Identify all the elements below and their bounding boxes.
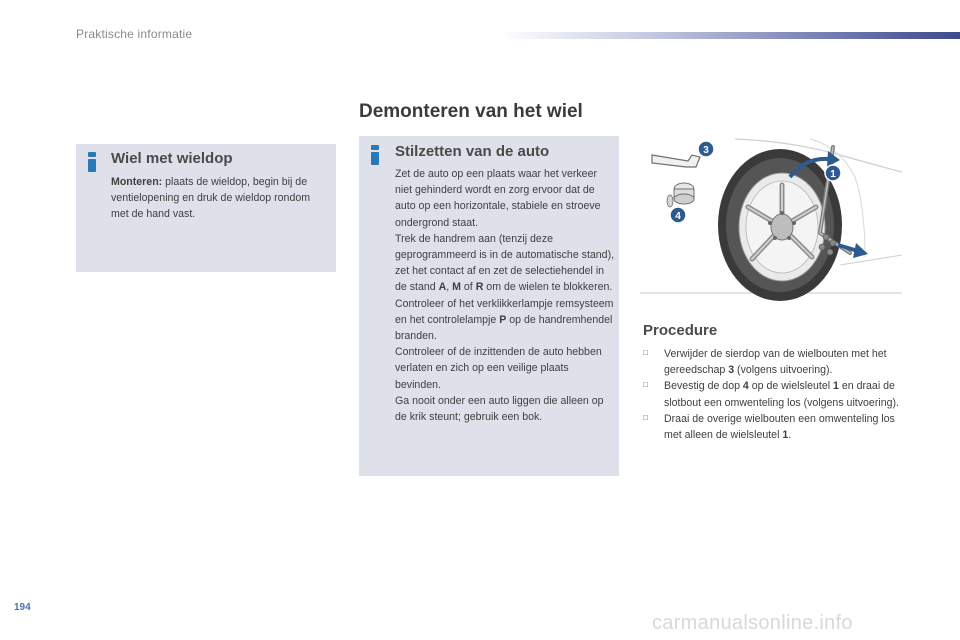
- page-title: Demonteren van het wiel: [359, 101, 583, 122]
- square-bullet-icon: □: [643, 412, 648, 422]
- procedure-step: □ Verwijder de sierdop van de wielbouten met het gereedschap 3 (volgens uitvoering).: [643, 348, 887, 377]
- parking-paragraph-2: Trek de handrem aan (tenzij deze geprogrammeerd is in de automatische stand), zet het contact af en zet de selectiehendel in de stand A, M of R om de wielen te blokkeren.: [395, 232, 615, 294]
- page-number: 194: [14, 602, 31, 613]
- callout-3: [698, 141, 714, 157]
- square-bullet-icon: □: [643, 348, 648, 357]
- parking-text: [395, 166, 616, 425]
- square-bullet-icon: □: [643, 380, 648, 390]
- watermark: carmanualsonline.info: [652, 612, 853, 634]
- svg-text:4: 4: [675, 211, 681, 222]
- svg-text:3: 3: [703, 145, 709, 156]
- wheel-cap-text: [111, 174, 329, 223]
- info-icon: [371, 145, 379, 165]
- parking-heading: Stilzetten van de auto: [395, 143, 550, 160]
- procedure-step: □ Bevestig de dop 4 op de wielsleutel 1 en draai de slotbout een omwenteling los (volgens uitvoering).: [643, 380, 899, 409]
- parking-paragraph-5: Ga nooit onder een auto liggen die alleen op de krik steunt; gebruik een bok.: [395, 394, 604, 424]
- parking-paragraph-4: Controleer of de inzittenden de auto hebben verlaten en zich op een veilige plaats bevinden.: [395, 346, 602, 391]
- parking-paragraph-3: Controleer of het verklikkerlampje remsysteem en het controlelampje P op de handremhendel branden.: [395, 297, 614, 343]
- procedure-steps: [643, 346, 908, 443]
- wheel-cap-instructions: plaats de wieldop, begin bij de ventielopening en druk de wieldop rondom met de hand vast.: [111, 176, 311, 221]
- callout-4: [670, 207, 686, 223]
- callout-1: [825, 165, 841, 181]
- parking-paragraph-1: Zet de auto op een plaats waar het verkeer niet gehinderd wordt en zorg ervoor dat de auto op een horizontale, stabiele en stroeve ondergrond staat.: [395, 168, 601, 229]
- header-gradient-bar: [500, 32, 960, 39]
- procedure-step: □ Draai de overige wielbouten een omwenteling los met alleen de wielsleutel 1.: [643, 412, 895, 442]
- wheel-cap-label: Monteren:: [111, 176, 163, 188]
- info-icon: [88, 152, 96, 172]
- procedure-heading: Procedure: [643, 322, 718, 339]
- wheel-removal-illustration: [640, 137, 902, 302]
- section-header: Praktische informatie: [76, 27, 193, 41]
- wheel-cap-heading: Wiel met wieldop: [111, 150, 233, 167]
- svg-text:1: 1: [830, 169, 836, 180]
